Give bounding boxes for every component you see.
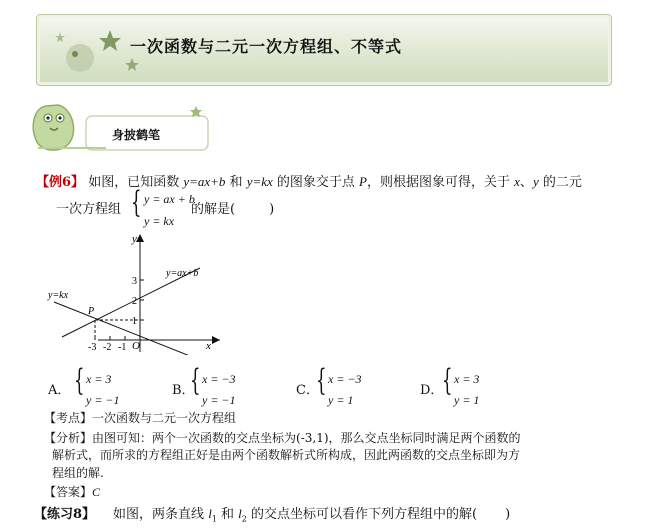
fenxi-line1 [44,431,521,446]
text: 如图，已知函数 [88,175,184,190]
text: 和 [216,507,239,522]
option-a-letter[interactable]: A． [48,383,71,398]
fenxi-tag: 【分析】 [44,431,93,445]
formula: y=kx [246,174,273,189]
x-tick-label: -2 [103,342,112,353]
section-label: 身披鹤笔 [112,128,161,142]
formula: y=ax+b [183,174,226,189]
text: 和 [225,175,247,190]
origin-label: O [132,340,140,352]
line2-label: y=kx [48,290,69,301]
text: ) [505,507,511,522]
point-p-label: P [88,306,95,317]
option-b-eq1: x = −3 [202,372,236,386]
text: 如图，两条直线 [113,507,209,522]
x-axis-arrow-icon [212,336,220,344]
option-b-brace: { [190,363,201,398]
system-eq2: y = kx [144,214,175,228]
text: 的图象交于点 [272,175,360,190]
option-c-brace: { [316,363,327,398]
option-a-eq1: x = 3 [86,372,112,386]
exercise-tag: 【练习8】 [34,507,96,522]
answer-value: C [92,485,101,499]
option-d-eq2: y = 1 [454,393,480,407]
text: ，则根据图象可得，关于 [367,175,515,190]
fenxi-line3: 程组的解. [52,466,104,480]
text: 的解是( [191,202,236,217]
system-eq1: y = ax + b [144,192,195,206]
text: 、 [519,175,533,190]
option-d-letter[interactable]: D． [420,383,444,398]
line1-label: y=ax+b [166,268,199,279]
option-c-eq2: y = 1 [328,393,354,407]
point-label: P [359,174,367,189]
system-brace: { [131,185,142,220]
option-a-eq2: y = −1 [86,393,120,407]
answer-line [44,485,100,500]
line-l1: l [208,506,212,521]
example-question-line2-tail [191,202,274,217]
variable: x [514,174,520,189]
exercise-line [34,506,510,527]
page-title: 一次函数与二元一次方程组、不等式 [130,37,403,56]
line-y-kx [54,302,200,355]
option-c-letter[interactable]: C． [296,383,319,398]
option-a-brace: { [74,363,85,398]
line-l2: l [238,506,242,521]
fenxi-line2: 解析式，而所求的方程组正好是由两个函数解析式所构成，因此两函数的交点坐标即为方 [52,448,521,462]
y-tick-label: 3 [132,276,137,287]
subscript: 1 [211,514,217,524]
option-d-brace: { [442,363,453,398]
option-d-eq1: x = 3 [454,372,480,386]
example-tag: 【例6】 [36,175,85,190]
function-graph [40,230,230,355]
kaodian-text: 一次函数与二元一次方程组 [92,411,237,425]
text: 的交点坐标可以看作下列方程组中的解( [246,507,478,522]
fenxi-text: 由图可知：两个一次函数的交点坐标为(-3,1)，那么交点坐标同时满足两个函数的 [92,431,521,445]
example-question-line1 [36,174,582,190]
kaodian-line [44,411,236,426]
variable: y [532,174,539,189]
answer-tag: 【答案】 [44,485,93,499]
y-tick-label: 2 [132,296,137,307]
x-tick-label: -3 [88,342,97,353]
x-tick-label: -1 [118,342,127,353]
y-tick-label: 1 [132,316,137,327]
example-question-line2-text: 一次方程组 [56,202,122,217]
option-b-letter[interactable]: B． [172,383,195,398]
option-c-eq1: x = −3 [328,372,362,386]
x-axis-label: x [206,340,211,352]
subscript: 2 [241,514,247,524]
kaodian-tag: 【考点】 [44,411,93,425]
text: 的二元 [538,175,582,190]
text: ) [269,202,275,217]
y-axis-arrow-icon [136,234,144,242]
y-axis-label: y [132,233,137,245]
option-b-eq2: y = −1 [202,393,236,407]
